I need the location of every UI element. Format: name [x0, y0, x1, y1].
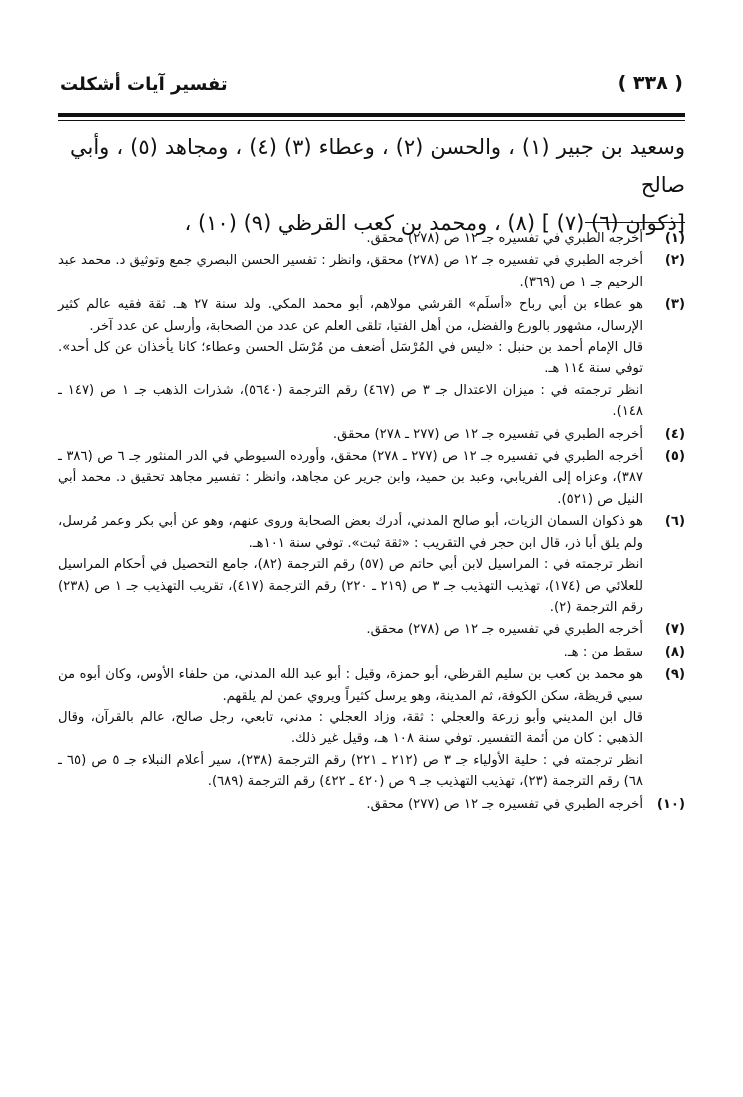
footnotes	[58, 228, 685, 816]
footnote	[58, 250, 685, 293]
main-text-line: وسعيد بن جبير (١) ، والحسن (٢) ، وعطاء (٣) (٤) ، ومجاهد (٥) ، وأبي صالح	[70, 135, 685, 197]
footnote-number: (٦)	[664, 514, 685, 530]
book-title: تفسير آيات أشكلت	[60, 74, 228, 95]
main-text	[70, 128, 685, 242]
footnote-body	[58, 294, 643, 422]
footnote-paragraph: قال ابن المديني وأبو زرعة والعجلي : ثقة، وزاد العجلي : مدني، تابعي، رجل صالح، عالم بالقرآن، وقال الذهبي : كان من أئمة التفسير. توفي سنة ١٠٨ هـ، وقيل غير ذلك.	[58, 709, 643, 747]
footnote	[58, 228, 685, 249]
footnote-paragraph: انظر ترجمته في : المراسيل لابن أبي حاتم ص (٥٧) رقم الترجمة (٨٢)، جامع التحصيل في أحكام المراسيل للعلائي ص (١٧٤)، تهذيب التهذيب جـ ٣ ص (٢١٩ ـ ٢٢٠) رقم الترجمة (٤١٧)، تقريب التهذيب جـ ١ ص (٢٣٨) رقم الترجمة (٢).	[58, 557, 643, 615]
footnote	[58, 446, 685, 510]
footnote-number: (٢)	[664, 253, 685, 269]
footnote-paragraph: أخرجه الطبري في تفسيره جـ ١٢ ص (٢٧٧ ـ ٢٧٨) محقق.	[332, 426, 643, 442]
footnote-paragraph: أخرجه الطبري في تفسيره جـ ١٢ ص (٢٧٨) محقق، وانظر : تفسير الحسن البصري جمع وتوثيق د. محمد عبد الرحيم جـ ١ ص (٣٦٩).	[58, 253, 643, 290]
footnote-number: (٣)	[664, 297, 685, 313]
footnote-paragraph: أخرجه الطبري في تفسيره جـ ١٢ ص (٢٧٨) محقق.	[366, 231, 643, 246]
main-text-line: [ذكوان (٦) (٧) ] (٨) ، ومحمد بن كعب القرظي (٩) (١٠) ،	[184, 211, 685, 235]
footnote	[58, 642, 685, 663]
footnote-number: (١)	[664, 231, 685, 246]
footnote-number: (٥)	[664, 449, 685, 465]
footnote-paragraph: سقط من : هـ.	[563, 644, 643, 660]
footnote	[58, 619, 685, 640]
footnote-paragraph: هو عطاء بن أبي رباح «أسلَم» القرشي مولاهم، أبو محمد المكي. ولد سنة ٢٧ هـ. ثقة فقيه عالم كثير الإرسال، مشهور بالورع والفضل، من أهل الفتيا، تلقى العلم عن عدد من الصحابة، وأرسل عن عدد آخر.	[58, 297, 643, 334]
footnote-body	[58, 446, 643, 510]
footnote-body	[58, 511, 643, 618]
footnote-body	[58, 642, 643, 663]
footnote-body	[58, 424, 643, 445]
header-rule-thin	[58, 120, 685, 121]
footnote-paragraph: انظر ترجمته في : حلية الأولياء جـ ٣ ص (٢١٢ ـ ٢٢١) رقم الترجمة (٢٣٨)، سير أعلام النبلاء جـ ٥ ص (٦٥ ـ ٦٨) رقم الترجمة (٢٣)، تهذيب التهذيب جـ ٩ ص (٤٢٠ ـ ٤٢٢) رقم الترجمة (٦٨٩).	[58, 752, 643, 790]
footnote-number: (٤)	[664, 426, 685, 442]
footnote-paragraph: انظر ترجمته في : ميزان الاعتدال جـ ٣ ص (٤٦٧) رقم الترجمة (٥٦٤٠)، شذرات الذهب جـ ١ ص (١٤٧ ـ ١٤٨).	[58, 382, 643, 420]
footnote-body	[58, 664, 643, 792]
footnote-body	[58, 794, 643, 815]
footnote-paragraph: أخرجه الطبري في تفسيره جـ ١٢ ص (٢٧٧) محقق.	[366, 796, 643, 812]
footnote	[58, 424, 685, 445]
footnote-number: (١٠)	[656, 796, 685, 812]
footnote-number: (٧)	[664, 622, 685, 638]
footnote-number: (٨)	[664, 644, 685, 660]
footnote	[58, 664, 685, 792]
footnote-paragraph: هو ذكوان السمان الزيات، أبو صالح المدني، أدرك بعض الصحابة وروى عنهم، وهو عن أبي بكر وعمر مُرسل، ولم يلق أبا ذر، قال ابن حجر في التقريب : «ثقة ثبت». توفي سنة ١٠١هـ.	[58, 514, 643, 551]
footnote-body	[58, 228, 643, 249]
footnote	[58, 794, 685, 815]
page-number: ( ٣٣٨ )	[617, 72, 683, 94]
footnote-separator	[585, 222, 685, 223]
footnote-number: (٩)	[664, 667, 685, 683]
header-rule-thick	[58, 113, 685, 117]
footnote-paragraph: هو محمد بن كعب بن سليم القرظي، أبو حمزة، وقيل : أبو عبد الله المدني، من حلفاء الأوس، وكان أبوه من سبي قريظة، سكن الكوفة، ثم المدينة، وهو يرسل كثيراً ويروي عمن لم يلقهم.	[58, 667, 643, 704]
page-header	[60, 72, 683, 106]
footnote	[58, 511, 685, 618]
footnote-body	[58, 619, 643, 640]
footnote	[58, 294, 685, 422]
footnote-paragraph: أخرجه الطبري في تفسيره جـ ١٢ ص (٢٧٧ ـ ٢٧٨) محقق، وأورده السيوطي في الدر المنثور جـ ٦ ص (٣٨٦ ـ ٣٨٧)، وعزاه إلى الفريابي، وعبد بن حميد، وابن جرير عن مجاهد، وانظر : تفسير مجاهد تحقيق د. محمد أبي النيل ص (٥٢١).	[58, 449, 643, 507]
footnote-paragraph: قال الإمام أحمد بن حنبل : «ليس في المُرْسَل أضعف من مُرْسَل الحسن وعطاء؛ كانا يأخذان عن كل أحد». توفي سنة ١١٤ هـ.	[58, 340, 643, 377]
footnote-paragraph: أخرجه الطبري في تفسيره جـ ١٢ ص (٢٧٨) محقق.	[366, 622, 643, 638]
footnote-body	[58, 250, 643, 293]
